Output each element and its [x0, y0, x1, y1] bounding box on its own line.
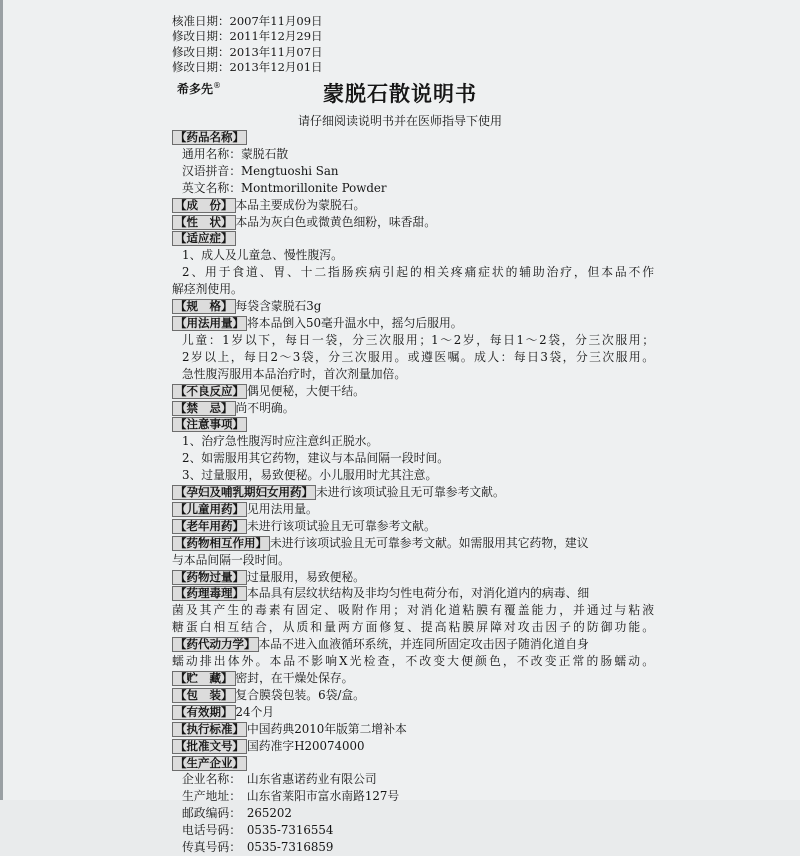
section-text: 本品具有层纹状结构及非均匀性电荷分布，对消化道内的病毒、细	[247, 586, 590, 601]
pharmacokinetics-cont: 蠕动排出体外。本品不影响X光检查，不改变大便颜色，不改变正常的肠蠕动。	[172, 654, 654, 669]
precaution-item: 1、治疗急性腹泻时应注意纠正脱水。	[182, 434, 379, 449]
section-text: 24个月	[235, 704, 275, 719]
section-heading: 【用法用量】	[172, 316, 247, 331]
section-text: 每袋含蒙脱石3g	[235, 299, 322, 314]
manufacturer-address: 生产地址： 山东省莱阳市富水南路127号	[182, 789, 400, 804]
section-text: 密封，在干燥处保存。	[235, 671, 354, 685]
indication-item: 1、成人及儿童急、慢性腹泻。	[182, 248, 343, 263]
section-text: 本品主要成份为蒙脱石。	[235, 197, 366, 212]
section-heading: 【禁 忌】	[172, 401, 236, 416]
manufacturer-postcode: 邮政编码： 265202	[182, 806, 292, 821]
section-adverse	[172, 383, 654, 400]
section-pregnancy	[172, 484, 654, 501]
revision-date: 修改日期：2013年12月01日	[172, 59, 323, 74]
section-pharmacology	[172, 585, 654, 602]
section-package	[172, 687, 654, 704]
section-text: 复合膜袋包装。6袋/盒。	[235, 687, 365, 702]
revision-date: 修改日期：2011年12月29日	[172, 29, 323, 44]
section-heading: 【包 装】	[172, 688, 236, 703]
section-text: 国药准字H20074000	[247, 738, 365, 753]
section-drug-name	[172, 129, 654, 146]
section-text: 本品不进入血液循环系统，并连同所固定攻击因子随消化道自身	[258, 637, 589, 652]
section-heading: 【药理毒理】	[172, 586, 247, 601]
brand-name: 希多先	[177, 82, 214, 96]
leaflet-body	[172, 129, 654, 856]
section-text: 尚不明确。	[235, 400, 295, 415]
section-pharmacokinetics	[172, 636, 654, 653]
revision-date: 修改日期：2013年11月07日	[172, 44, 323, 59]
section-ingredients	[172, 197, 654, 214]
section-elderly	[172, 518, 654, 535]
precaution-item: 2、如需服用其它药物，建议与本品间隔一段时间。	[182, 451, 450, 466]
section-heading: 【生产企业】	[172, 756, 247, 771]
section-text: 未进行该项试验且无可靠参考文献。	[247, 518, 436, 533]
section-heading: 【适应症】	[172, 231, 236, 246]
section-specification	[172, 298, 654, 315]
section-dosage	[172, 315, 654, 332]
section-heading: 【孕妇及哺乳期妇女用药】	[172, 485, 316, 500]
section-heading: 【成 份】	[172, 198, 236, 213]
section-heading: 【有效期】	[172, 705, 236, 720]
pharmacology-cont: 糖蛋白相互结合，从质和量两方面修复、提高粘膜屏障对攻击因子的防御功能。	[172, 620, 654, 635]
registered-mark: ®	[213, 81, 222, 90]
section-text: 未进行该项试验且无可靠参考文献。	[316, 485, 505, 500]
section-heading: 【规 格】	[172, 299, 236, 314]
section-text: 见用法用量。	[247, 501, 318, 516]
section-heading: 【性 状】	[172, 215, 236, 230]
dosage-line: 2岁以上，每日2～3袋，分三次服用。或遵医嘱。成人：每日3袋，分三次服用。	[182, 349, 654, 364]
manufacturer-name: 企业名称： 山东省惠诺药业有限公司	[182, 772, 377, 787]
approval-dates	[172, 14, 323, 75]
section-heading: 【老年用药】	[172, 519, 247, 534]
document-title: 蒙脱石散说明书	[323, 82, 477, 106]
section-indications	[172, 230, 654, 247]
section-heading: 【药代动力学】	[172, 637, 259, 652]
section-text: 过量服用，易致便秘。	[247, 569, 365, 584]
generic-name: 通用名称：蒙脱石散	[182, 146, 289, 161]
pinyin-name: 汉语拼音：Mengtuoshi San	[182, 163, 339, 178]
section-overdose	[172, 569, 654, 586]
pharmacology-cont: 菌及其产生的毒素有固定、吸附作用；对消化道粘膜有覆盖能力，并通过与粘液	[172, 603, 654, 618]
section-standard	[172, 721, 654, 738]
section-text: 将本品倒入50毫升温水中，摇匀后服用。	[247, 315, 463, 330]
section-heading: 【批准文号】	[172, 739, 247, 754]
section-approval	[172, 738, 654, 755]
manufacturer-fax: 传真号码： 0535-7316859	[182, 840, 334, 855]
section-heading: 【药物过量】	[172, 570, 247, 585]
approval-date: 核准日期：2007年11月09日	[172, 14, 323, 28]
section-heading: 【儿童用药】	[172, 502, 247, 517]
section-interactions	[172, 535, 654, 552]
document-subtitle: 请仔细阅读说明书并在医师指导下使用	[297, 114, 502, 128]
section-text: 中国药典2010年版第二增补本	[247, 721, 407, 736]
section-description	[172, 214, 654, 231]
section-heading: 【不良反应】	[172, 384, 247, 399]
indication-item: 2、用于食道、胃、十二指肠疾病引起的相关疼痛症状的辅助治疗，但本品不作	[182, 265, 654, 280]
manufacturer-phone: 电话号码： 0535-7316554	[182, 823, 334, 838]
indication-item-cont: 解痉剂使用。	[172, 282, 243, 297]
dosage-line: 儿童：1岁以下，每日一袋，分三次服用；1～2岁，每日1～2袋，分三次服用；	[182, 332, 654, 347]
section-text: 未进行该项试验且无可靠参考文献。如需服用其它药物，建议	[270, 535, 589, 550]
section-text: 偶见便秘，大便干结。	[247, 383, 365, 398]
section-heading: 【药品名称】	[172, 130, 247, 145]
section-heading: 【执行标准】	[172, 722, 247, 737]
section-validity	[172, 704, 654, 721]
section-children	[172, 501, 654, 518]
section-manufacturer	[172, 755, 654, 772]
section-text: 本品为灰白色或微黄色细粉，味香甜。	[235, 214, 437, 229]
section-precautions	[172, 416, 654, 433]
precaution-item: 3、过量服用，易致便秘。小儿服用时尤其注意。	[182, 468, 438, 483]
interactions-cont: 与本品间隔一段时间。	[172, 552, 290, 567]
section-heading: 【注意事项】	[172, 417, 247, 432]
section-heading: 【贮 藏】	[172, 671, 236, 686]
section-storage	[172, 670, 654, 687]
english-name: 英文名称：Montmorillonite Powder	[182, 180, 387, 195]
dosage-line: 急性腹泻服用本品治疗时，首次剂量加倍。	[182, 366, 407, 381]
section-contraindications	[172, 400, 654, 417]
section-heading: 【药物相互作用】	[172, 536, 270, 551]
